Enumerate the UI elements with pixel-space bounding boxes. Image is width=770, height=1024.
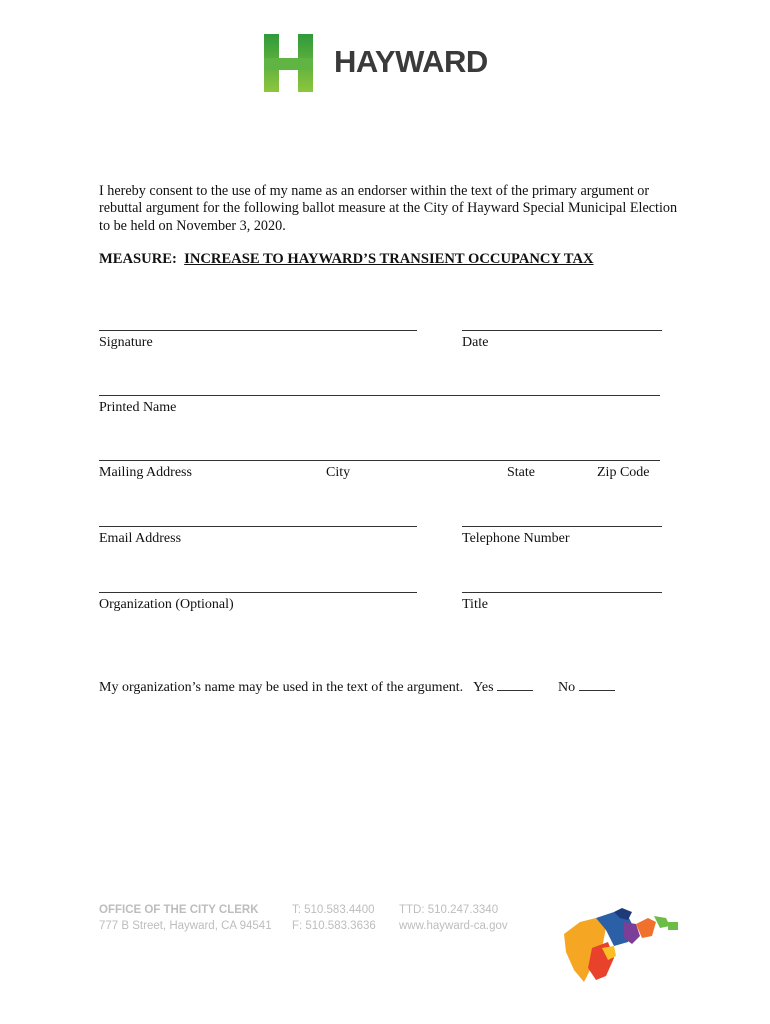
footer-phone: T: 510.583.4400 [292, 904, 375, 916]
telephone-line[interactable] [462, 526, 662, 527]
footer-office-block [99, 902, 272, 934]
city-map-graphic [562, 908, 684, 986]
mailing-address-line[interactable] [99, 460, 660, 461]
yes-blank[interactable] [497, 678, 533, 691]
organization-consent-text: My organization’s name may be used in the text of the argument. [99, 680, 464, 695]
logo-wordmark: HAYWARD [334, 44, 488, 79]
measure-title: INCREASE TO HAYWARD’S TRANSIENT OCCUPANCY TAX [184, 251, 594, 267]
footer-phone-block [292, 902, 376, 934]
signature-label: Signature [99, 335, 153, 350]
hayward-logo [264, 34, 504, 94]
date-line[interactable] [462, 330, 662, 331]
no-blank[interactable] [579, 678, 615, 691]
footer-contact-block [399, 902, 508, 934]
organization-label: Organization (Optional) [99, 597, 234, 612]
title-label: Title [462, 597, 488, 612]
zip-code-label: Zip Code [597, 465, 650, 480]
city-label: City [326, 465, 351, 480]
organization-line[interactable] [99, 592, 417, 593]
measure-colon: : [171, 251, 177, 267]
map-region-green [654, 916, 670, 928]
yes-label: Yes [473, 680, 494, 695]
date-label: Date [462, 335, 489, 350]
title-line[interactable] [462, 592, 662, 593]
organization-consent-row [99, 678, 615, 696]
no-label: No [558, 680, 576, 695]
map-region-green-small [668, 922, 678, 930]
hayward-h-logo-icon [264, 34, 316, 92]
footer-ttd: TTD: 510.247.3340 [399, 904, 499, 916]
telephone-label: Telephone Number [462, 531, 570, 546]
signature-line[interactable] [99, 330, 417, 331]
measure-heading [99, 251, 594, 268]
footer-fax: F: 510.583.3636 [292, 920, 376, 932]
footer-address: 777 B Street, Hayward, CA 94541 [99, 920, 272, 932]
printed-name-line[interactable] [99, 395, 660, 396]
email-label: Email Address [99, 531, 182, 546]
footer-office: OFFICE OF THE CITY CLERK [99, 904, 259, 916]
consent-paragraph: I hereby consent to the use of my name as an endorser within the text of the primary argument or rebuttal argument for the following ballot measure at the City of Hayward Special Municipal Election to be held on November 3, 2020. [99, 183, 678, 234]
printed-name-label: Printed Name [99, 400, 177, 415]
email-line[interactable] [99, 526, 417, 527]
footer-website[interactable]: www.hayward-ca.gov [399, 920, 508, 932]
state-label: State [507, 465, 535, 480]
measure-label: MEASURE [99, 251, 172, 267]
mailing-address-label: Mailing Address [99, 465, 192, 480]
